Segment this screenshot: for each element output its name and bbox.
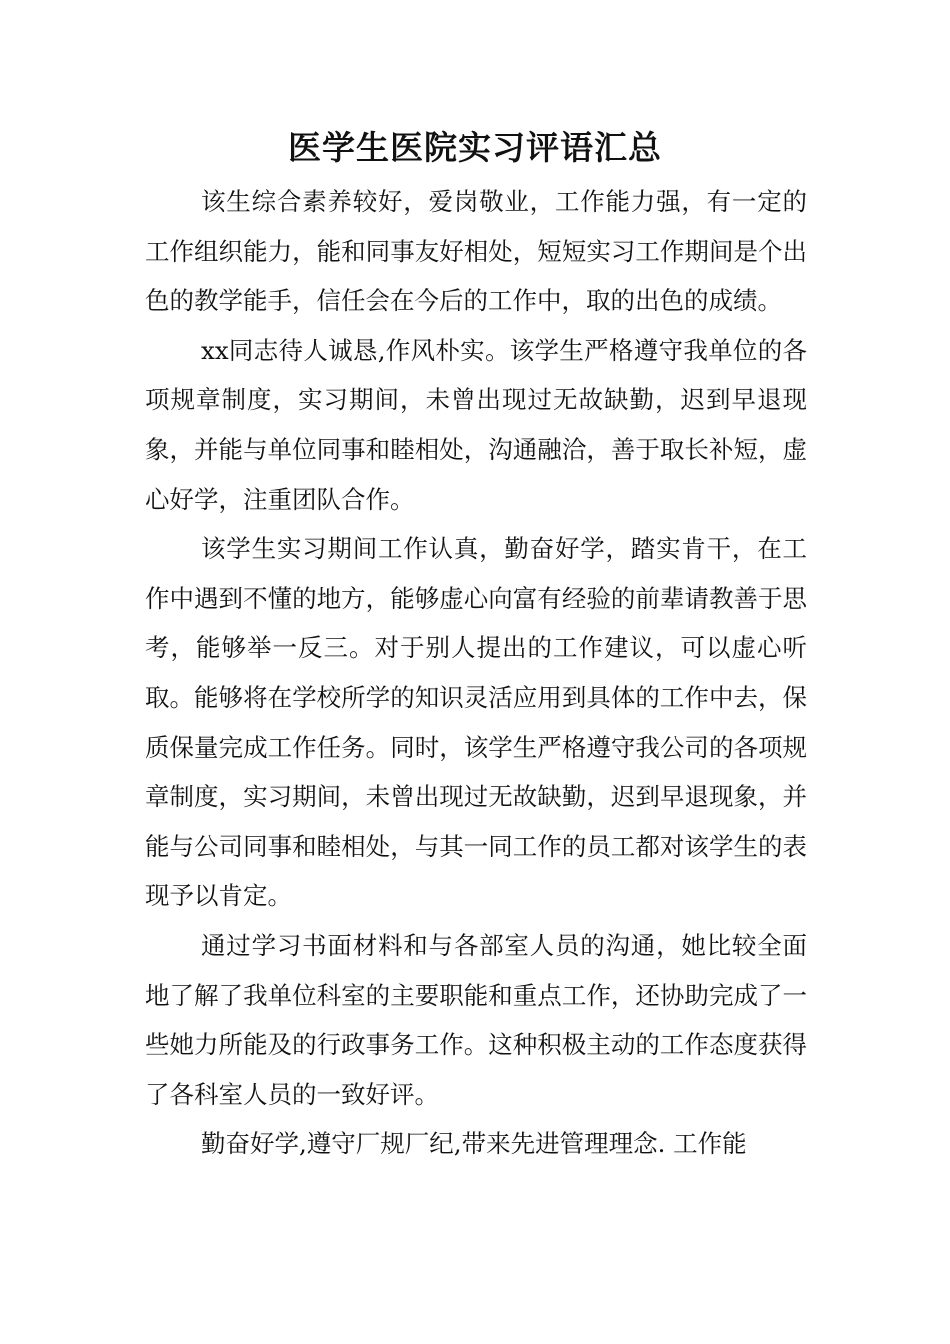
page-title: 医学生医院实习评语汇总 [288,128,662,167]
paragraph-2: xx同志待人诚恳,作风朴实。该学生严格遵守我单位的各项规章制度，实习期间，未曾出现过无故缺勤，迟到早退现象，并能与单位同事和睦相处，沟通融洽，善于取长补短，虚心好学，注重团队合作。 [145,335,807,514]
paragraph-1: 该生综合素养较好，爱岗敬业，工作能力强，有一定的工作组织能力，能和同事友好相处，短短实习工作期间是个出色的教学能手，信任会在今后的工作中，取的出色的成绩。 [145,187,807,316]
document-body [145,177,807,1169]
paragraph-5: 勤奋好学,遵守厂规厂纪,带来先进管理理念. 工作能 [201,1129,747,1159]
paragraph-3: 该学生实习期间工作认真，勤奋好学，踏实肯干，在工作中遇到不懂的地方，能够虚心向富有经验的前辈请教善于思考，能够举一反三。对于别人提出的工作建议，可以虚心听取。能够将在学校所学的知识灵活应用到具体的工作中去，保质保量完成工作任务。同时，该学生严格遵守我公司的各项规章制度，实习期间，未曾出现过无故缺勤，迟到早退现象，并能与公司同事和睦相处，与其一同工作的员工都对该学生的表现予以肯定。 [145,534,807,911]
paragraph-4: 通过学习书面材料和与各部室人员的沟通，她比较全面地了解了我单位科室的主要职能和重点工作，还协助完成了一些她力所能及的行政事务工作。这种积极主动的工作态度获得了各科室人员的一致好评。 [145,930,807,1109]
